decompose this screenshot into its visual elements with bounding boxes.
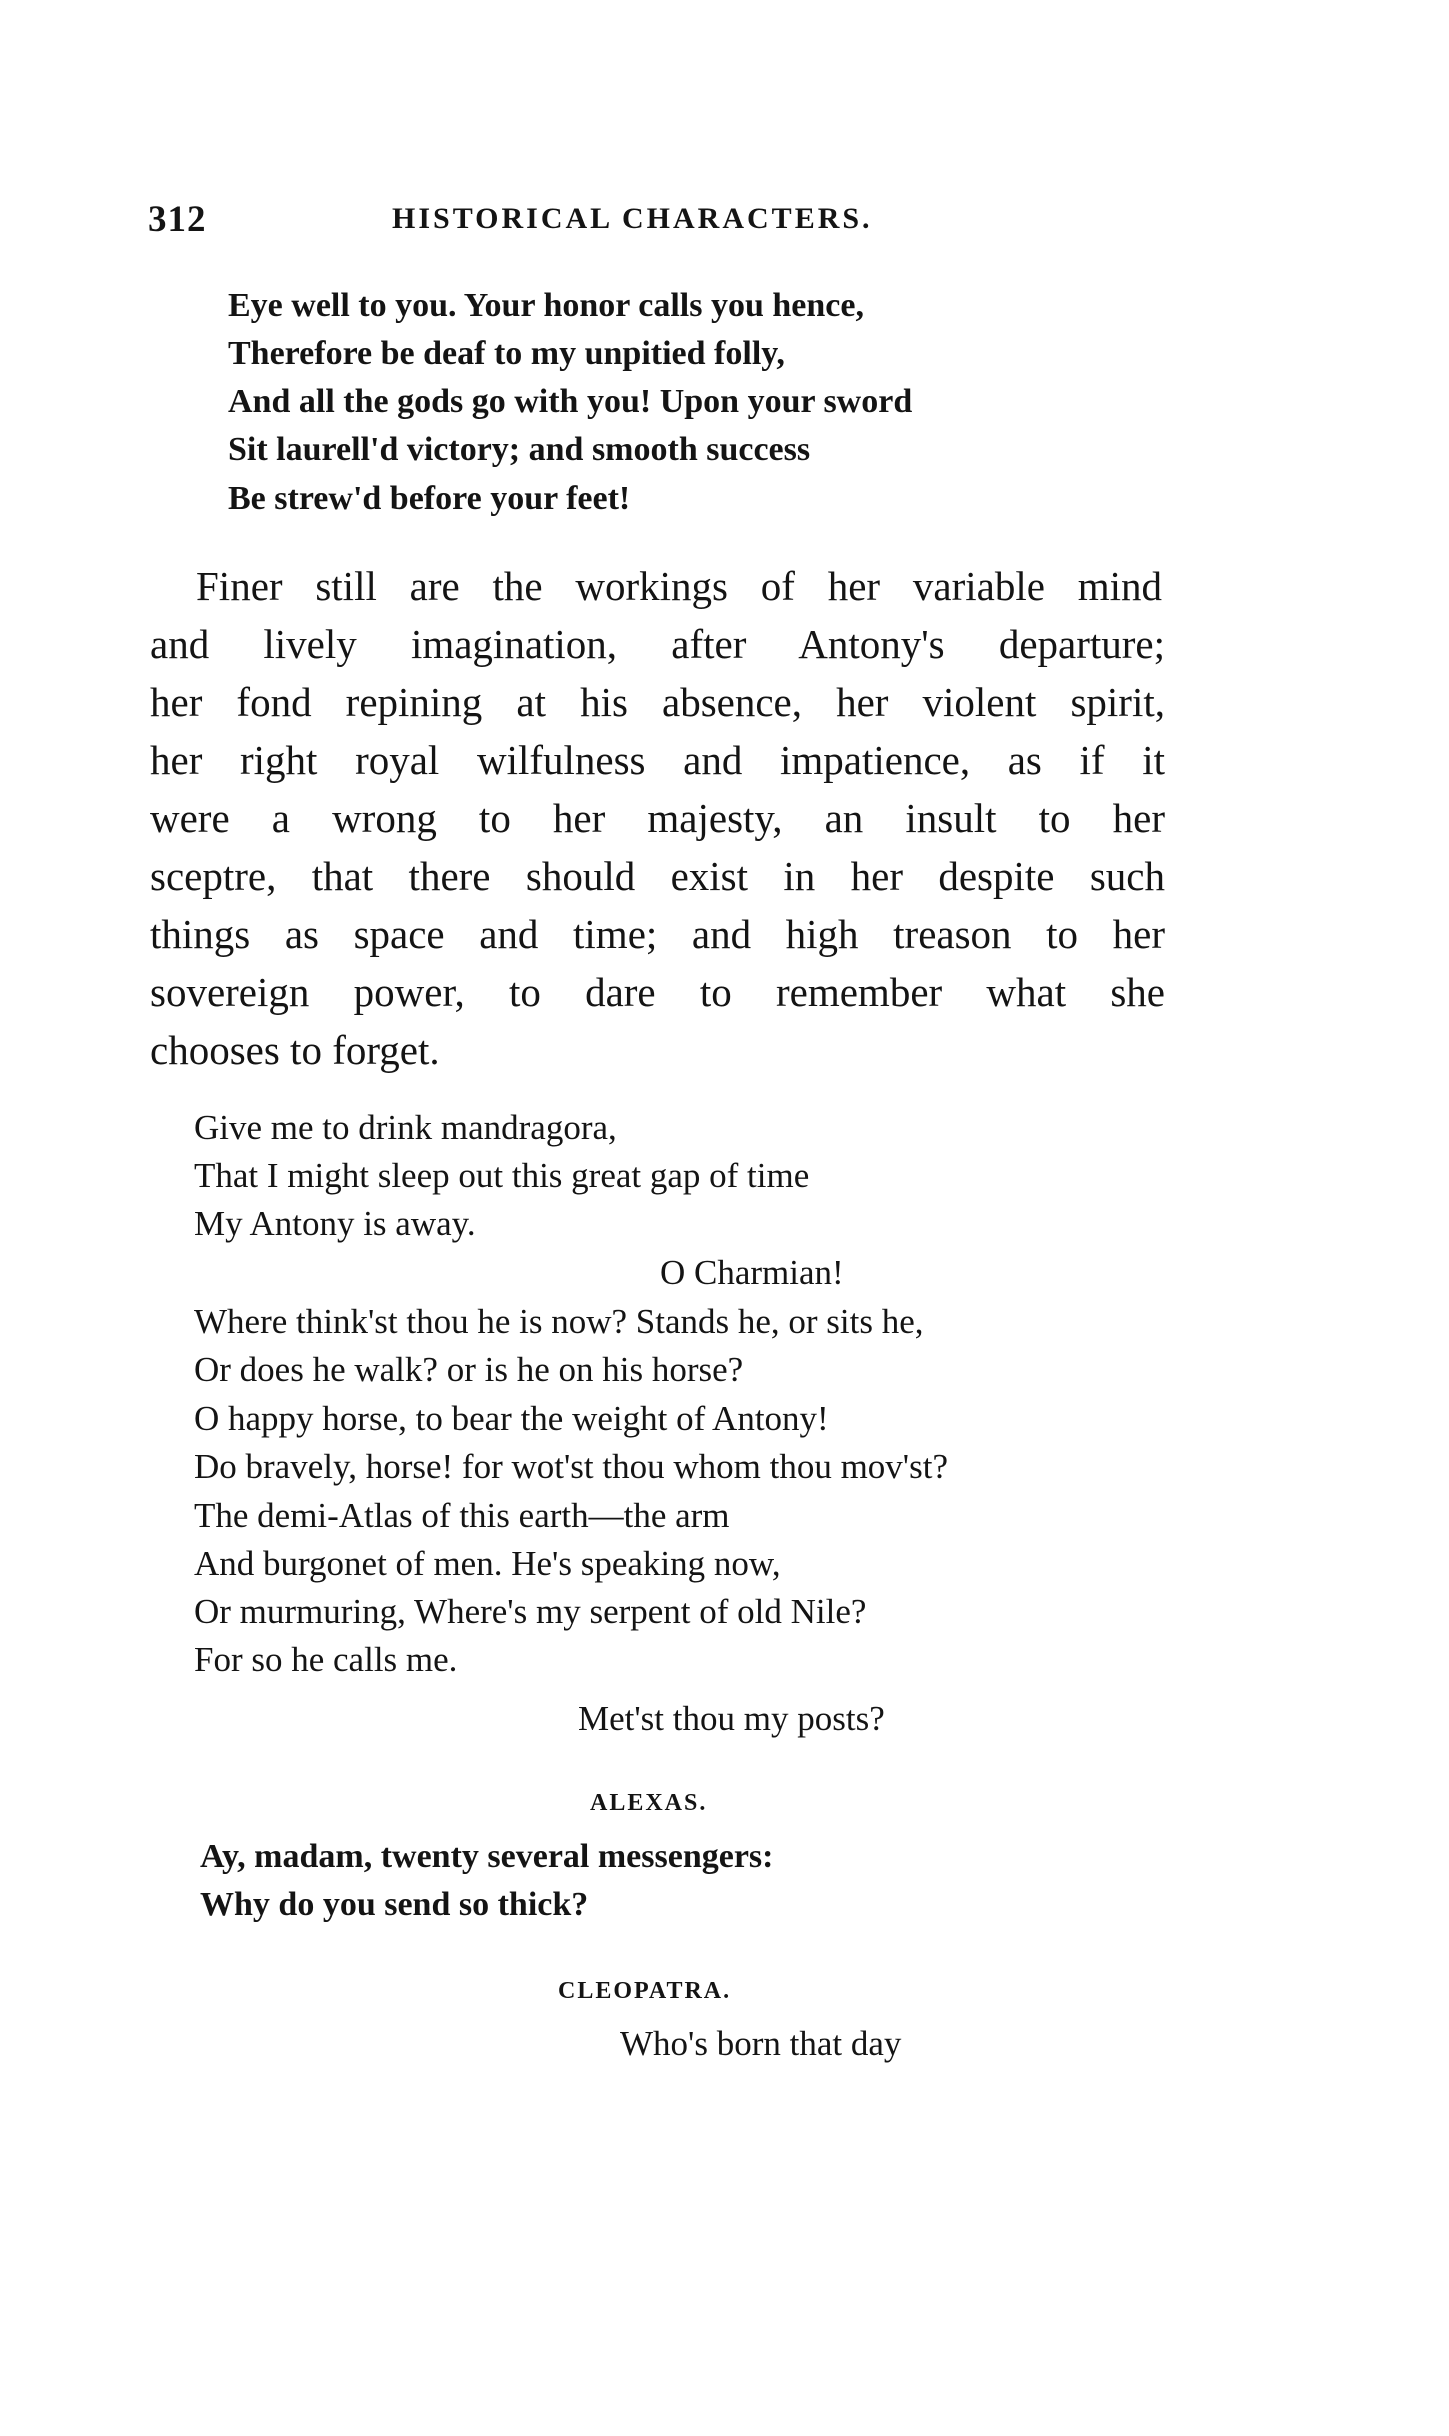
verse-line: The demi-Atlas of this earth—the arm — [194, 1496, 730, 1535]
speaker-name: ALEXAS. — [590, 1790, 708, 1816]
prose-line: her fond repining at his absence, her violent spirit, — [150, 679, 1165, 725]
prose-line: and lively imagination, after Antony's departure; — [150, 621, 1165, 667]
verse-line: Give me to drink mandragora, — [194, 1108, 617, 1147]
verse-line: Do bravely, horse! for wot'st thou whom thou mov'st? — [194, 1447, 948, 1486]
prose-line: things as space and time; and high treason to her — [150, 911, 1165, 957]
verse-line: Therefore be deaf to my unpitied folly, — [228, 335, 785, 372]
verse-line: And all the gods go with you! Upon your sword — [228, 383, 913, 420]
verse-line: Or murmuring, Where's my serpent of old Nile? — [194, 1592, 867, 1631]
verse-line: And burgonet of men. He's speaking now, — [194, 1544, 781, 1583]
verse-line: Ay, madam, twenty several messengers: — [200, 1838, 774, 1875]
page-number: 312 — [148, 199, 207, 240]
verse-line: Who's born that day — [620, 2024, 902, 2063]
verse-line: Met'st thou my posts? — [578, 1699, 885, 1738]
prose-line: chooses to forget. — [150, 1027, 440, 1073]
speaker-name: CLEOPATRA. — [558, 1978, 732, 2004]
verse-line: For so he calls me. — [194, 1640, 458, 1679]
running-head: HISTORICAL CHARACTERS. — [392, 202, 873, 235]
prose-line: were a wrong to her majesty, an insult to her — [150, 795, 1165, 841]
verse-line: O Charmian! — [660, 1253, 844, 1292]
verse-line: Sit laurell'd victory; and smooth success — [228, 431, 811, 468]
verse-line: Be strew'd before your feet! — [228, 480, 631, 517]
page-header — [148, 198, 1148, 248]
prose-line: Finer still are the workings of her variable mind — [196, 563, 1162, 609]
prose-line: her right royal wilfulness and impatience, as if it — [150, 737, 1165, 783]
prose-line: sceptre, that there should exist in her despite such — [150, 853, 1165, 899]
verse-line: O happy horse, to bear the weight of Antony! — [194, 1399, 829, 1438]
verse-line: Where think'st thou he is now? Stands he, or sits he, — [194, 1302, 924, 1341]
verse-line: My Antony is away. — [194, 1204, 476, 1243]
verse-line: Or does he walk? or is he on his horse? — [194, 1350, 744, 1389]
verse-line: Eye well to you. Your honor calls you hence, — [228, 287, 864, 324]
prose-line: sovereign power, to dare to remember what she — [150, 969, 1165, 1015]
verse-line: Why do you send so thick? — [200, 1886, 589, 1923]
verse-line: That I might sleep out this great gap of time — [194, 1156, 810, 1195]
